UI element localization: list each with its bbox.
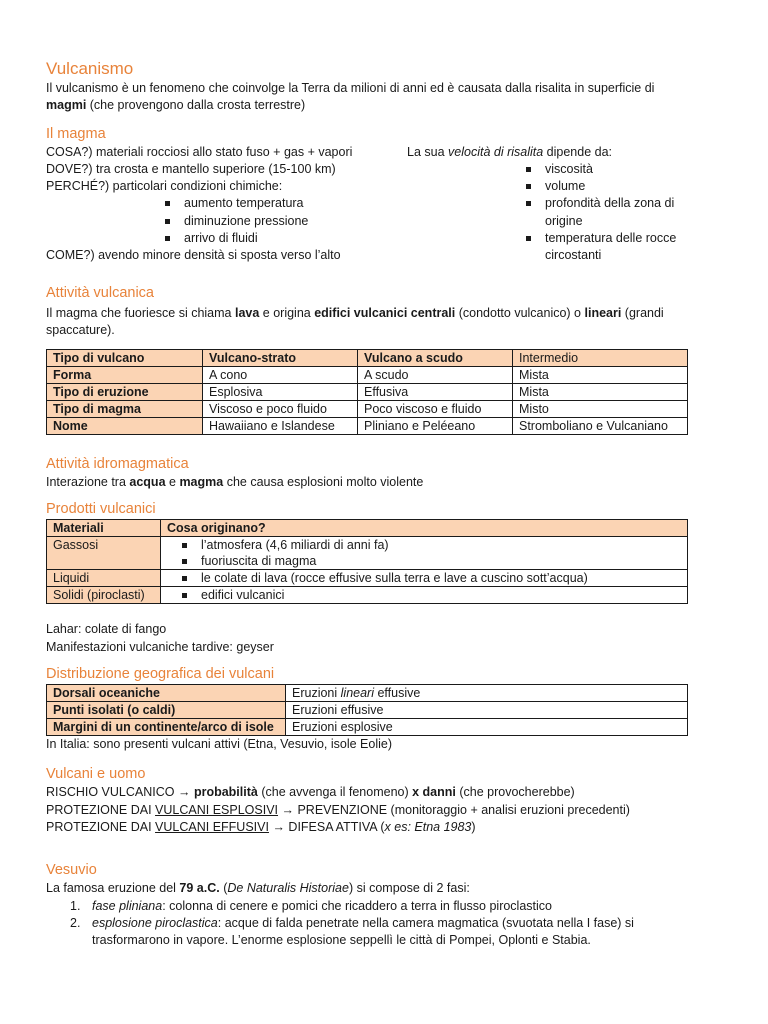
- table-row: [47, 587, 688, 604]
- table-header-cell: Cosa originano?: [161, 520, 688, 537]
- intro-paragraph: Il vulcanismo è un fenomeno che coinvolge la Terra da milioni di anni ed è causata dalla risalita in superficie di magmi (che provengono dalla crosta terrestre): [46, 81, 655, 113]
- table-cell: [161, 537, 688, 570]
- table-cell: Stromboliano e Vulcaniano: [513, 418, 688, 435]
- protezione-effusivi-line: PROTEZIONE DAI VULCANI EFFUSIVI → DIFESA ATTIVA (x es: Etna 1983): [46, 819, 476, 834]
- list-item: volume: [523, 178, 698, 195]
- table-row: [47, 367, 688, 384]
- list-item: l’atmosfera (4,6 miliardi di anni fa): [179, 537, 681, 553]
- table-header-cell: Tipo di vulcano: [47, 350, 203, 367]
- table-cell: Esplosiva: [203, 384, 358, 401]
- table-row-label: Dorsali oceaniche: [47, 685, 286, 702]
- magma-left-column: [46, 144, 396, 265]
- lahar-line: Lahar: colate di fango: [46, 622, 167, 637]
- magma-cosa: COSA?) materiali rocciosi allo stato fuso + gas + vapori: [46, 144, 353, 159]
- table-cell: Hawaiiano e Islandese: [203, 418, 358, 435]
- section-heading-attivita-vulcanica: Attività vulcanica: [46, 284, 154, 301]
- table-row-label: Liquidi: [47, 570, 161, 587]
- magma-dove: DOVE?) tra crosta e mantello superiore (15-100 km): [46, 161, 336, 176]
- table-row-label: Punti isolati (o caldi): [47, 702, 286, 719]
- list-item: 2. esplosione piroclastica: acque di falda penetrate nella camera magmatica (svuotata nella I fase) si trasformarono in vapore. L’enorme esplosione seppellì le città di Pompei, Oplonti e Stabia.: [70, 915, 634, 948]
- table-header-cell: Intermedio: [513, 350, 688, 367]
- table-row: [47, 537, 688, 570]
- magma-come: COME?) avendo minore densità si sposta verso l’alto: [46, 248, 341, 263]
- table-row-label: Nome: [47, 418, 203, 435]
- protezione-esplosivi-line: PROTEZIONE DAI VULCANI ESPLOSIVI → PREVENZIONE (monitoraggio + analisi eruzioni precedenti): [46, 802, 630, 817]
- speed-factors-list: [523, 161, 698, 265]
- table-row-label: Margini di un continente/arco di isole: [47, 719, 286, 736]
- table-header-row: [47, 520, 688, 537]
- table-cell: Viscoso e poco fluido: [203, 401, 358, 418]
- table-cell: Eruzioni lineari effusive: [286, 685, 688, 702]
- list-item: diminuzione pressione: [162, 213, 396, 230]
- list-item: profondità della zona di origine: [523, 195, 698, 230]
- arrow-icon: →: [281, 802, 294, 817]
- list-item: viscosità: [523, 161, 698, 178]
- table-header-cell: Vulcano a scudo: [358, 350, 513, 367]
- arrow-icon: →: [177, 785, 191, 800]
- page-title: Vulcanismo: [46, 59, 134, 78]
- magma-right-column: [407, 144, 717, 265]
- tardive-line: Manifestazioni vulcaniche tardive: geyser: [46, 639, 274, 654]
- list-item: fuoriuscita di magma: [179, 553, 681, 569]
- section-heading-uomo: Vulcani e uomo: [46, 766, 146, 783]
- phases-list: [46, 898, 726, 950]
- products-list: [179, 570, 681, 586]
- products-table: [46, 519, 688, 604]
- table-header-row: [47, 350, 688, 367]
- volcano-types-table: [46, 349, 688, 435]
- table-row: [47, 685, 688, 702]
- section-heading-idromagmatica: Attività idromagmatica: [46, 456, 189, 473]
- table-cell: [161, 570, 688, 587]
- list-item: arrivo di fluidi: [162, 230, 396, 247]
- rischio-line: RISCHIO VULCANICO → probabilità (che avvenga il fenomeno) x danni (che provocherebbe): [46, 785, 575, 800]
- list-item: 1. fase pliniana: colonna di cenere e pomici che ricaddero a terra in flusso piroclastico: [70, 898, 552, 913]
- magma-perche: PERCHÉ?) particolari condizioni chimiche:: [46, 179, 283, 194]
- table-cell: Poco viscoso e fluido: [358, 401, 513, 418]
- document-page: [46, 58, 726, 949]
- idro-paragraph: Interazione tra acqua e magma che causa esplosioni molto violente: [46, 475, 424, 490]
- table-row: [47, 702, 688, 719]
- table-row-label: Tipo di magma: [47, 401, 203, 418]
- table-row: [47, 570, 688, 587]
- table-cell: [161, 587, 688, 604]
- table-row-label: Gassosi: [47, 537, 161, 570]
- table-row: [47, 384, 688, 401]
- table-row-label: Solidi (piroclasti): [47, 587, 161, 604]
- table-cell: Eruzioni effusive: [286, 702, 688, 719]
- table-header-cell: Vulcano-strato: [203, 350, 358, 367]
- arrow-icon: →: [272, 819, 285, 834]
- section-heading-vesuvio: Vesuvio: [46, 862, 97, 879]
- vesuvio-paragraph: La famosa eruzione del 79 a.C. (De Naturalis Historiae) si compose di 2 fasi:: [46, 881, 470, 896]
- list-item: edifici vulcanici: [179, 587, 681, 603]
- table-cell: A cono: [203, 367, 358, 384]
- table-cell: Mista: [513, 367, 688, 384]
- products-list: [179, 537, 681, 569]
- speed-intro: La sua velocità di risalita dipende da:: [407, 144, 613, 159]
- table-row-label: Forma: [47, 367, 203, 384]
- list-item: temperatura delle rocce circostanti: [523, 230, 698, 265]
- table-cell: Pliniano e Peléeano: [358, 418, 513, 435]
- products-list: [179, 587, 681, 603]
- table-row: [47, 401, 688, 418]
- distribution-table: [46, 684, 688, 736]
- section-heading-distribuzione: Distribuzione geografica dei vulcani: [46, 666, 275, 683]
- italia-line: In Italia: sono presenti vulcani attivi (Etna, Vesuvio, isole Eolie): [46, 737, 393, 752]
- table-header-cell: Materiali: [47, 520, 161, 537]
- attivita-paragraph: Il magma che fuoriesce si chiama lava e origina edifici vulcanici centrali (condotto vulcanico) o lineari (grandi spaccature).: [46, 305, 664, 337]
- section-heading-prodotti: Prodotti vulcanici: [46, 501, 156, 518]
- table-row-label: Tipo di eruzione: [47, 384, 203, 401]
- list-item: aumento temperatura: [162, 195, 396, 212]
- table-cell: Misto: [513, 401, 688, 418]
- conditions-list: [162, 195, 396, 247]
- table-cell: A scudo: [358, 367, 513, 384]
- table-cell: Effusiva: [358, 384, 513, 401]
- table-row: [47, 719, 688, 736]
- table-cell: Mista: [513, 384, 688, 401]
- table-cell: Eruzioni esplosive: [286, 719, 688, 736]
- section-heading-magma: Il magma: [46, 125, 106, 142]
- list-item: le colate di lava (rocce effusive sulla terra e lave a cuscino sott’acqua): [179, 570, 681, 586]
- table-row: [47, 418, 688, 435]
- magma-section: [46, 144, 726, 262]
